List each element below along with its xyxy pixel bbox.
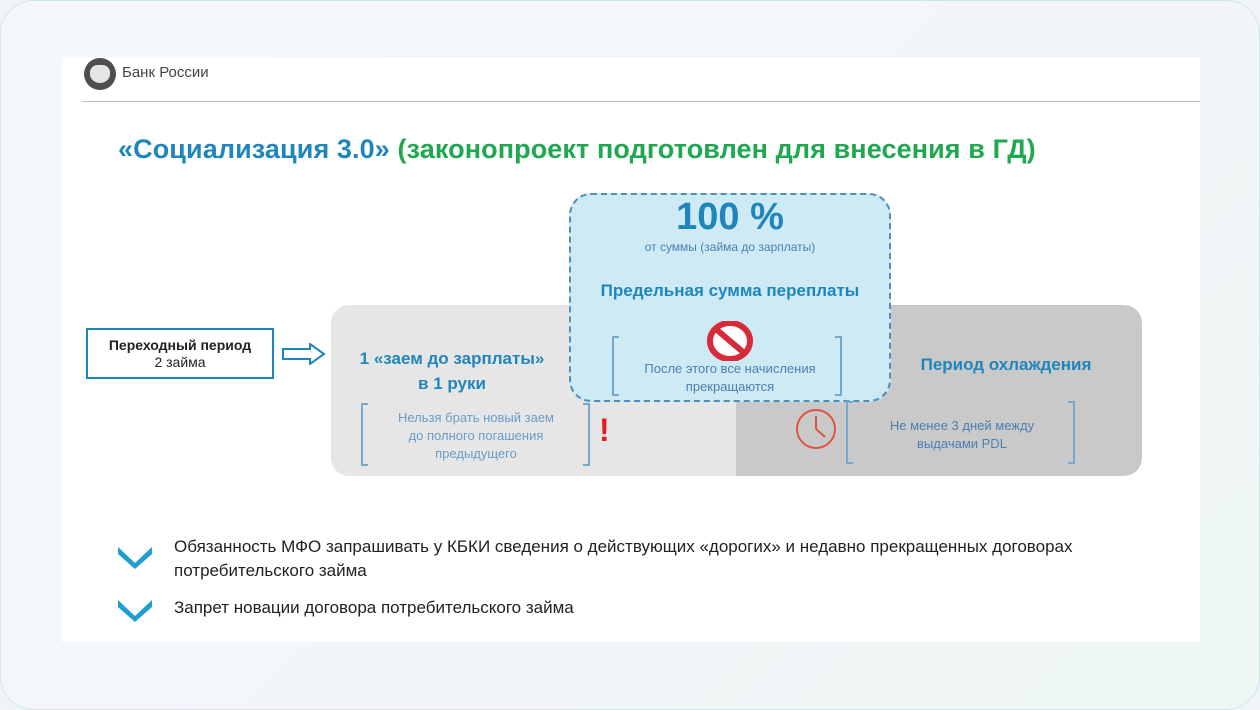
prohibited-icon <box>707 321 753 361</box>
limit-note-line2: прекращаются <box>685 379 775 394</box>
transitional-subtitle: 2 займа <box>154 354 206 370</box>
bullet-item <box>116 596 1176 622</box>
bank-of-russia-emblem-icon <box>84 58 116 90</box>
clock-icon <box>794 407 838 451</box>
limit-note-line1: После этого все начисления <box>644 361 816 376</box>
bullet-text: Обязанность МФО запрашивать у КБКИ сведения о действующих «дорогих» и недавно прекращенных договорах потребительского займа <box>174 537 1073 580</box>
bullet-item <box>116 535 1176 585</box>
one-loan-heading <box>338 346 566 396</box>
one-loan-note-line1: Нельзя брать новый заем <box>397 410 554 425</box>
bullet-text: Запрет новации договора потребительского займа <box>174 598 574 617</box>
one-loan-line2: в 1 руки <box>418 374 486 393</box>
bracket-left <box>846 401 853 464</box>
transitional-title: Переходный период <box>108 337 252 353</box>
bracket-left <box>361 403 368 466</box>
check-chevron-icon <box>116 543 154 569</box>
limit-note <box>618 360 842 396</box>
slide-title <box>118 134 1036 165</box>
cooling-note-line2: выдачами PDL <box>917 436 1007 451</box>
one-loan-line1: 1 «заем до зарплаты» <box>359 349 545 368</box>
check-chevron-icon <box>116 596 154 622</box>
title-main: «Социализация 3.0» <box>118 134 390 164</box>
limit-percent: 100 % <box>676 196 784 238</box>
cooling-title: Период охлаждения <box>920 355 1092 374</box>
title-note: (законопроект подготовлен для внесения в ГД) <box>397 134 1036 164</box>
limit-percent-subtitle: от суммы (займа до зарплаты) <box>644 240 816 254</box>
transitional-period-box <box>86 328 274 379</box>
one-loan-note <box>370 409 582 463</box>
right-arrow-icon <box>282 343 326 365</box>
cooling-note <box>854 417 1070 453</box>
cooling-note-line1: Не менее 3 дней между <box>889 418 1035 433</box>
one-loan-note-line3: предыдущего <box>435 446 517 461</box>
limit-title: Предельная сумма переплаты <box>600 281 860 300</box>
bracket-right <box>583 403 590 466</box>
bank-name: Банк России <box>122 64 209 81</box>
one-loan-note-line2: до полного погашения <box>408 428 544 443</box>
exclamation-mark: ! <box>599 412 610 448</box>
header-divider <box>82 101 1200 102</box>
